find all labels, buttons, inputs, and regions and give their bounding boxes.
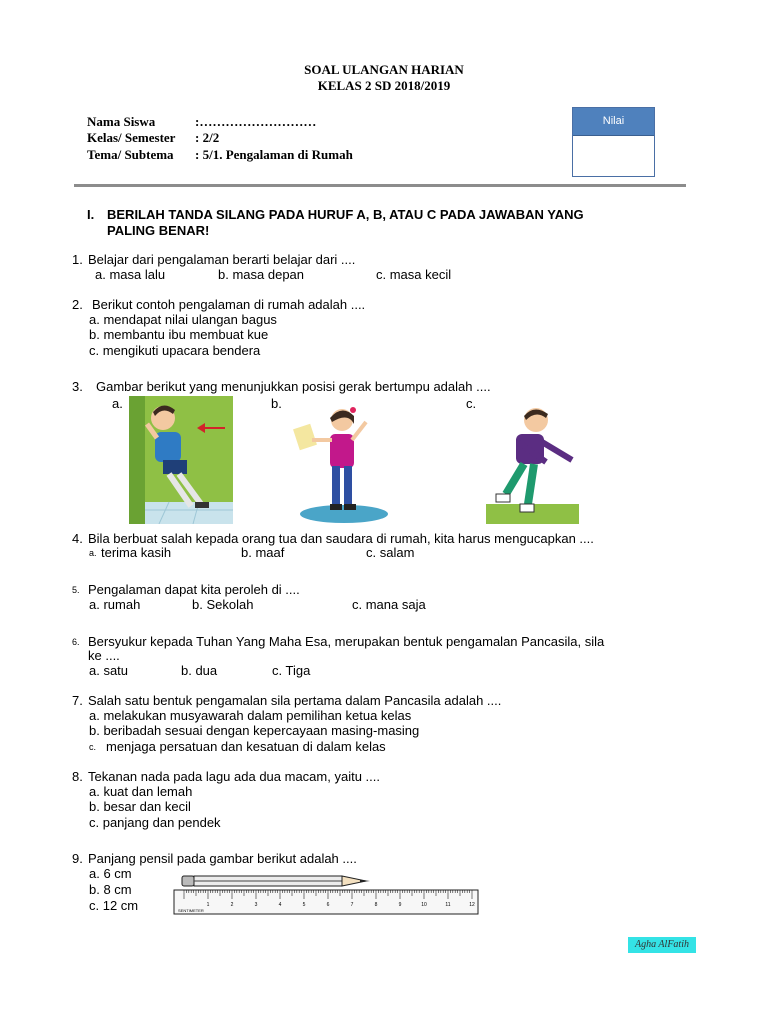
question-6-number: 6. [72, 637, 80, 647]
divider [74, 184, 686, 187]
question-6-option-c[interactable]: c. Tiga [272, 663, 311, 678]
pencil-ruler-picture [172, 870, 480, 918]
question-7-option-c-letter: c. [89, 742, 97, 752]
question-5-option-a[interactable]: a. rumah [89, 597, 141, 612]
class-value: : 2/2 [195, 130, 220, 145]
page-title: SOAL ULANGAN HARIAN [304, 62, 464, 77]
question-6-text-continued: ke .... [88, 648, 120, 663]
question-1-text: Belajar dari pengalaman berarti belajar dari .... [88, 252, 356, 267]
boy-running-picture [486, 400, 579, 524]
question-2-option-b[interactable]: b. membantu ibu membuat kue [89, 327, 269, 342]
question-8-option-c[interactable]: c. panjang dan pendek [89, 815, 221, 830]
section-instruction-line1: BERILAH TANDA SILANG PADA HURUF A, B, ATAU C PADA JAWABAN YANG [107, 207, 584, 222]
name-value: :……………………… [195, 114, 317, 129]
ruler-number: 9 [398, 902, 402, 908]
question-7-option-a[interactable]: a. melakukan musyawarah dalam pemilihan ketua kelas [89, 708, 412, 723]
question-4-option-a-letter: a. [89, 548, 97, 558]
question-3-number: 3. [72, 379, 83, 394]
question-7-option-c[interactable]: menjaga persatuan dan kesatuan di dalam kelas [106, 739, 386, 754]
question-1-number: 1. [72, 252, 83, 267]
section-instruction-line2: PALING BENAR! [107, 223, 210, 238]
question-4-text: Bila berbuat salah kepada orang tua dan saudara di rumah, kita harus mengucapkan .... [88, 531, 594, 546]
class-label: Kelas/ Semester [87, 130, 176, 145]
question-2-text: Berikut contoh pengalaman di rumah adalah .... [92, 297, 366, 312]
author-stamp: Agha AlFatih [628, 937, 696, 953]
ruler-number: 5 [302, 902, 306, 908]
question-4-option-a[interactable]: terima kasih [101, 545, 172, 560]
ruler-unit-label: SENTIMETER [178, 908, 204, 913]
page-subtitle: KELAS 2 SD 2018/2019 [317, 78, 451, 93]
question-2-option-c[interactable]: c. mengikuti upacara bendera [89, 343, 261, 358]
ruler-number: 6 [326, 902, 330, 908]
score-label: Nilai [573, 108, 654, 136]
score-box [572, 107, 655, 177]
question-8-option-a[interactable]: a. kuat dan lemah [89, 784, 193, 799]
question-6-option-b[interactable]: b. dua [181, 663, 218, 678]
question-2-option-a[interactable]: a. mendapat nilai ulangan bagus [89, 312, 277, 327]
question-1-option-c[interactable]: c. masa kecil [376, 267, 452, 282]
question-9-option-a[interactable]: a. 6 cm [89, 866, 132, 881]
question-9-option-b[interactable]: b. 8 cm [89, 882, 132, 897]
theme-label: Tema/ Subtema [87, 147, 174, 162]
question-7-text: Salah satu bentuk pengamalan sila pertama dalam Pancasila adalah .... [88, 693, 502, 708]
ruler-number: 7 [350, 902, 354, 908]
ruler-number: 4 [278, 902, 282, 908]
question-6-text: Bersyukur kepada Tuhan Yang Maha Esa, merupakan bentuk pengamalan Pancasila, sila [88, 634, 605, 649]
boy-pushing-wall-picture [129, 396, 233, 524]
question-7-option-b[interactable]: b. beribadah sesuai dengan kepercayaan masing-masing [89, 723, 420, 738]
question-3-option-a[interactable]: a. [112, 396, 123, 411]
question-3-option-c[interactable]: c. [466, 396, 477, 411]
question-5-option-b[interactable]: b. Sekolah [192, 597, 254, 612]
question-9-text: Panjang pensil pada gambar berikut adalah .... [88, 851, 357, 866]
question-4-number: 4. [72, 531, 83, 546]
ruler-number: 8 [374, 902, 378, 908]
question-2-number: 2. [72, 297, 83, 312]
question-3-text: Gambar berikut yang menunjukkan posisi gerak bertumpu adalah .... [96, 379, 491, 394]
section-number: I. [87, 207, 95, 222]
question-6-option-a[interactable]: a. satu [89, 663, 129, 678]
question-7-number: 7. [72, 693, 83, 708]
question-9-number: 9. [72, 851, 83, 866]
girl-reading-picture [292, 404, 388, 524]
question-1-option-a[interactable]: a. masa lalu [95, 267, 166, 282]
ruler-number: 12 [469, 902, 475, 908]
question-9-option-c[interactable]: c. 12 cm [89, 898, 139, 913]
ruler-number: 1 [206, 902, 210, 908]
ruler-number: 3 [254, 902, 258, 908]
ruler-number: 10 [421, 902, 427, 908]
theme-value: : 5/1. Pengalaman di Rumah [195, 147, 353, 162]
question-5-text: Pengalaman dapat kita peroleh di .... [88, 582, 300, 597]
name-label: Nama Siswa [87, 114, 156, 129]
question-4-option-b[interactable]: b. maaf [241, 545, 285, 560]
question-5-option-c[interactable]: c. mana saja [352, 597, 426, 612]
ruler-number: 2 [230, 902, 234, 908]
question-8-number: 8. [72, 769, 83, 784]
ruler-number: 11 [445, 902, 451, 908]
question-8-text: Tekanan nada pada lagu ada dua macam, yaitu .... [88, 769, 380, 784]
question-3-option-b[interactable]: b. [271, 396, 282, 411]
question-5-number: 5. [72, 585, 80, 595]
question-4-option-c[interactable]: c. salam [366, 545, 415, 560]
question-1-option-b[interactable]: b. masa depan [218, 267, 305, 282]
question-8-option-b[interactable]: b. besar dan kecil [89, 799, 191, 814]
